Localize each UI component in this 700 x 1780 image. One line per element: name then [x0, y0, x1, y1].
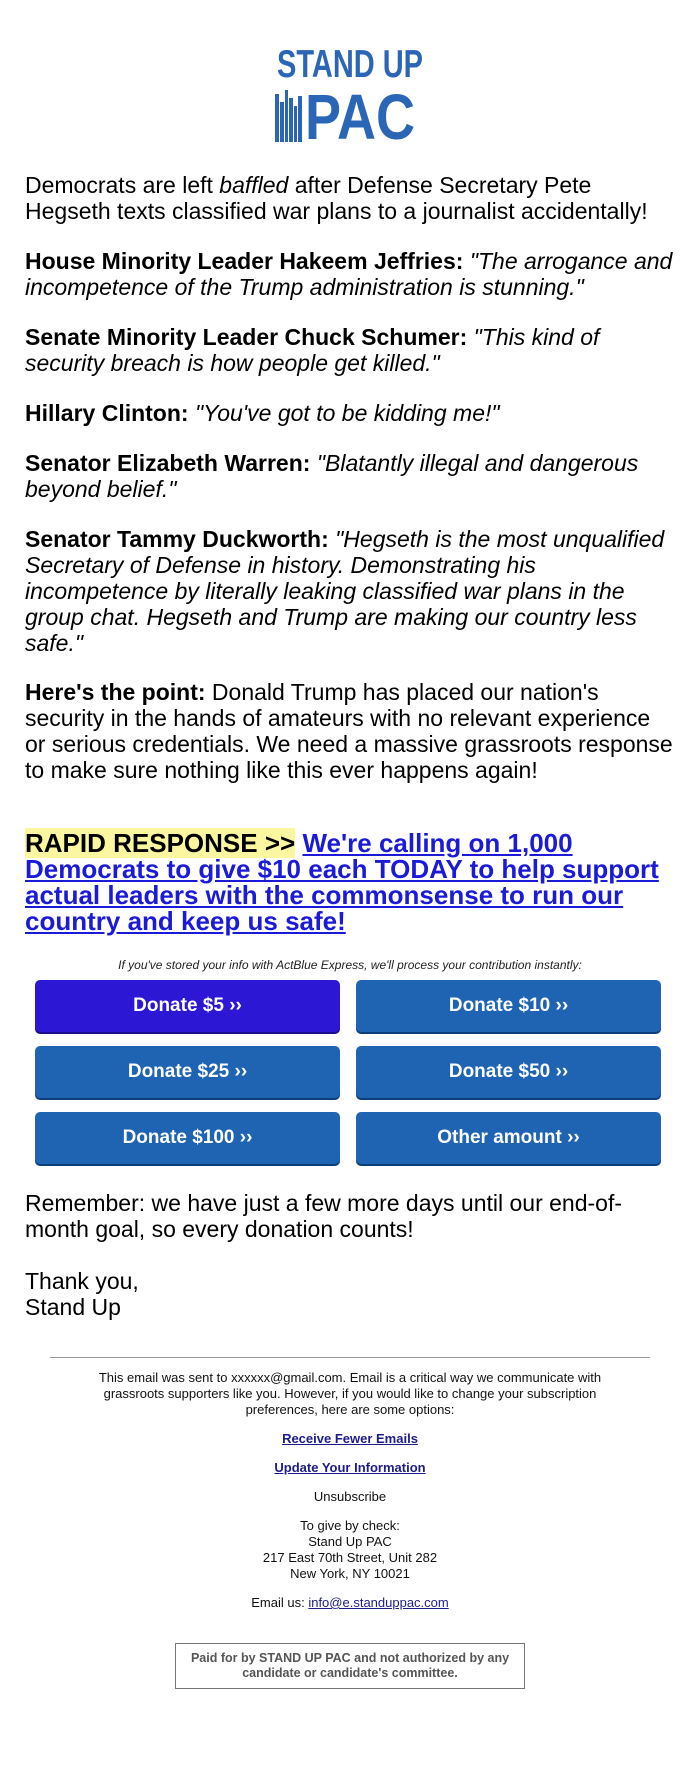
logo-skyline: [275, 94, 279, 142]
rapid-label: RAPID RESPONSE >>: [25, 828, 296, 858]
quote-text: "The arrogance and incompetence of the Trump administration is stunning.": [25, 248, 673, 300]
rapid-response: [25, 830, 675, 934]
actblue-note: If you've stored your info with ActBlue Express, we'll process your contribution instantly:: [118, 958, 582, 972]
quote-schumer: [25, 324, 675, 376]
quote-duckworth: [25, 526, 675, 656]
rapid-link[interactable]: We're calling on 1,000 Democrats to give $10 each TODAY to help support actual leaders with the commonsense to run our country and keep us safe!: [25, 828, 659, 936]
signature-text: Stand Up: [25, 1294, 121, 1320]
quote-speaker: Senator Elizabeth Warren:: [25, 450, 311, 476]
point-paragraph: [25, 679, 675, 783]
donate-10-button[interactable]: Donate $10 ››: [356, 980, 661, 1032]
stand-up-pac-logo: [0, 40, 700, 150]
point-label: Here's the point:: [25, 679, 206, 705]
quote-text: "You've got to be kidding me!": [194, 400, 500, 426]
quote-speaker: Senator Tammy Duckworth:: [25, 526, 329, 552]
quote-speaker: House Minority Leader Hakeem Jeffries:: [25, 248, 464, 274]
footer: [70, 1370, 630, 1624]
quote-speaker: Hillary Clinton:: [25, 400, 189, 426]
update-information-link[interactable]: Update Your Information: [274, 1460, 426, 1475]
thanks-text: Thank you,: [25, 1268, 139, 1294]
email-label: Email us:: [251, 1595, 309, 1610]
donate-50-button[interactable]: Donate $50 ››: [356, 1046, 661, 1098]
check-label: To give by check:: [300, 1518, 400, 1533]
quote-text: "Hegseth is the most unqualified Secretary of Defense in history. Demonstrating his incompetence by literally leaking classified war plans in the group chat. Hegseth and Trump are making our country less safe.": [25, 526, 665, 656]
quote-text: "Blatantly illegal and dangerous beyond belief.": [25, 450, 639, 502]
address-line1: 217 East 70th Street, Unit 282: [262, 1550, 438, 1565]
intro-italic: baffled: [219, 172, 289, 198]
quote-text: "This kind of security breach is how people get killed.": [25, 324, 600, 376]
donate-100-button[interactable]: Donate $100 ››: [35, 1112, 340, 1164]
quote-clinton: [25, 400, 675, 426]
receive-fewer-emails-link[interactable]: Receive Fewer Emails: [282, 1431, 418, 1446]
org-name: Stand Up PAC: [308, 1534, 392, 1549]
sent-to-text: This email was sent to xxxxxx@gmail.com. Email is a critical way we communicate with grassroots supporters like you. However, if you would like to change your subscription preferences, here are some options:: [98, 1370, 602, 1417]
paid-for-disclaimer: Paid for by STAND UP PAC and not authorized by any candidate or candidate's committee.: [175, 1643, 525, 1689]
donate-25-button[interactable]: Donate $25 ››: [35, 1046, 340, 1098]
logo-line1: STAND UP: [277, 43, 423, 86]
quote-jeffries: [25, 248, 675, 300]
address-line2: New York, NY 10021: [290, 1566, 410, 1581]
reminder-text: Remember: we have just a few more days until our end-of-month goal, so every donation counts!: [25, 1190, 622, 1242]
unsubscribe-link[interactable]: Unsubscribe: [313, 1489, 387, 1504]
point-text: Donald Trump has placed our nation's security in the hands of amateurs with no relevant experience or serious credentials. We need a massive grassroots response to make sure nothing like this ever happens again!: [25, 679, 673, 783]
footer-divider: [50, 1357, 650, 1358]
donate-5-button[interactable]: Donate $5 ››: [35, 980, 340, 1032]
logo-line2: PAC: [305, 81, 415, 150]
quote-warren: [25, 450, 675, 502]
closing: [25, 1190, 675, 1320]
quote-speaker: Senate Minority Leader Chuck Schumer:: [25, 324, 468, 350]
intro-paragraph: Democrats are left baffled after Defense Secretary Pete Hegseth texts classified war plans to a journalist accidentally!: [25, 172, 648, 224]
donate-other-button[interactable]: Other amount ››: [356, 1112, 661, 1164]
contact-email-link[interactable]: info@e.standuppac.com: [308, 1595, 449, 1610]
